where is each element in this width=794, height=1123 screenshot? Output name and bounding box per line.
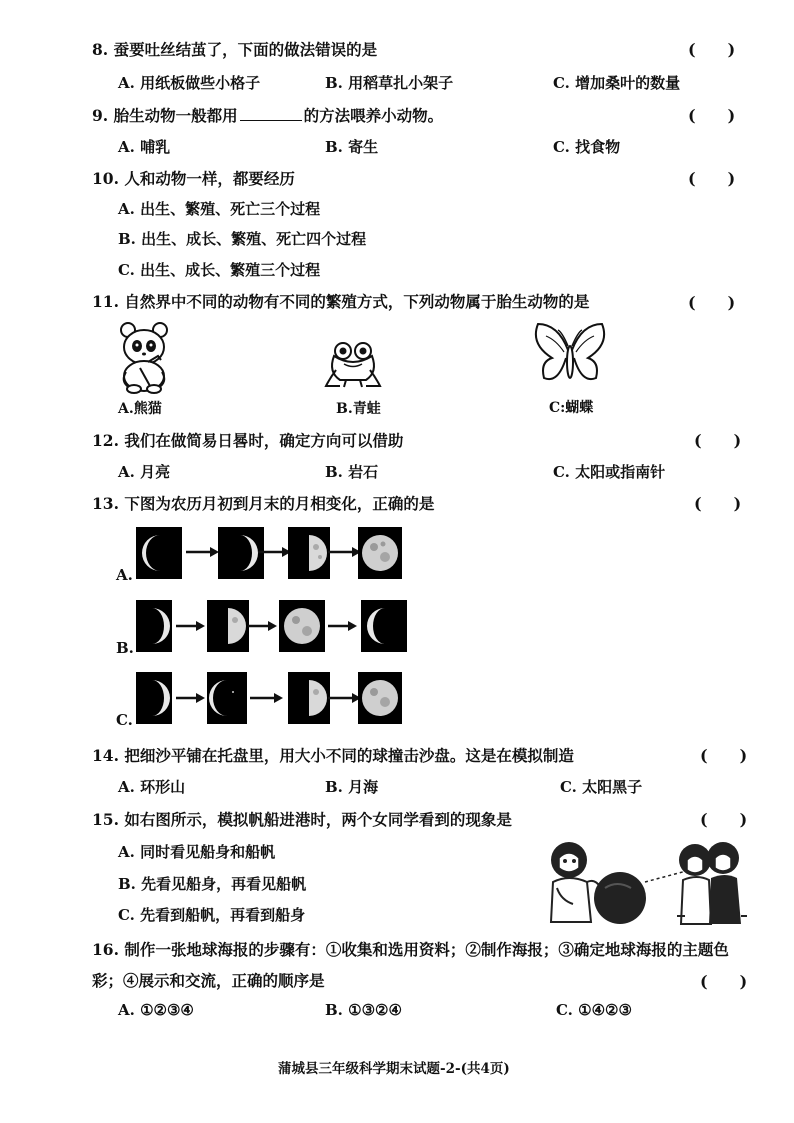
q13-stem: 13. 下图为农历月初到月末的月相变化，正确的是 (92, 494, 435, 513)
q9-blank[interactable] (240, 106, 302, 121)
moon-waxing-crescent (136, 600, 172, 652)
moon-first-quarter (207, 600, 249, 652)
q14-answer-paren[interactable]: ( ) (700, 746, 748, 765)
q14-option-c[interactable]: C. 太阳黑子 (560, 778, 643, 796)
moon-full (279, 600, 325, 652)
butterfly-image[interactable] (532, 322, 608, 394)
q16-option-b[interactable]: B. ①③②④ (325, 1001, 402, 1019)
q9-stem-before: 9. 胎生动物一般都用 (92, 106, 238, 125)
moon-full (358, 527, 402, 579)
q12-stem: 12. 我们在做简易日晷时，确定方向可以借助 (92, 431, 404, 450)
q8-stem: 8. 蚕要吐丝结茧了，下面的做法错误的是 (92, 40, 378, 59)
arrow-icon (248, 620, 278, 632)
q14-option-b[interactable]: B. 月海 (325, 778, 379, 796)
moon-waxing-crescent-thin (136, 527, 182, 579)
q13-answer-paren[interactable]: ( ) (694, 494, 742, 513)
q11-stem: 11. 自然界中不同的动物有不同的繁殖方式，下列动物属于胎生动物的是 (92, 292, 590, 311)
q14-stem: 14. 把细沙平铺在托盘里，用大小不同的球撞击沙盘。这是在模拟制造 (92, 746, 574, 765)
q16-stem-line2: 彩；④展示和交流，正确的顺序是 (92, 971, 325, 990)
q9-answer-paren[interactable]: ( ) (688, 106, 736, 125)
arrow-icon (258, 546, 292, 558)
arrow-icon (328, 692, 362, 704)
q8-option-b[interactable]: B. 用稻草扎小架子 (325, 74, 454, 92)
q8-option-c[interactable]: C. 增加桑叶的数量 (553, 74, 681, 92)
arrow-icon (176, 620, 206, 632)
q13-option-b[interactable]: B. (116, 639, 134, 657)
frog-image[interactable] (322, 340, 388, 390)
q9-option-c[interactable]: C. 找食物 (553, 138, 621, 156)
panda-image[interactable] (118, 320, 170, 394)
q8-option-a[interactable]: A. 用纸板做些小格子 (118, 74, 261, 92)
q16-option-a[interactable]: A. ①②③④ (118, 1001, 194, 1019)
moon-first-quarter (288, 527, 330, 579)
moon-first-quarter (288, 672, 330, 724)
q9-stem (92, 104, 443, 126)
moon-waning-crescent (207, 672, 247, 724)
q11-option-b[interactable]: B.青蛙 (336, 401, 381, 417)
q11-option-c[interactable]: C:蝴蝶 (549, 400, 594, 416)
q13-option-a[interactable]: A. (116, 566, 133, 584)
q15-stem: 15. 如右图所示，模拟帆船进港时，两个女同学看到的现象是 (92, 810, 512, 829)
q11-option-a[interactable]: A.熊猫 (118, 401, 162, 417)
ship-simulation-image (545, 836, 750, 928)
arrow-icon (176, 692, 206, 704)
q16-answer-paren[interactable]: ( ) (700, 972, 748, 991)
q10-option-a[interactable]: A. 出生、繁殖、死亡三个过程 (118, 200, 321, 218)
arrow-icon (186, 546, 220, 558)
q9-stem-after: 的方法喂养小动物。 (303, 106, 444, 125)
moon-waning-crescent (361, 600, 407, 652)
arrow-icon (328, 620, 358, 632)
q9-option-a[interactable]: A. 哺乳 (118, 138, 171, 156)
q10-option-c[interactable]: C. 出生、成长、繁殖三个过程 (118, 261, 321, 279)
page-footer: 蒲城县三年级科学期末试题-2-(共4页) (278, 1061, 510, 1077)
q12-option-a[interactable]: A. 月亮 (118, 463, 171, 481)
q12-option-b[interactable]: B. 岩石 (325, 463, 379, 481)
q16-option-c[interactable]: C. ①④②③ (556, 1001, 632, 1019)
moon-waxing-crescent (136, 672, 172, 724)
q9-option-b[interactable]: B. 寄生 (325, 138, 379, 156)
q12-option-c[interactable]: C. 太阳或指南针 (553, 463, 666, 481)
moon-full (358, 672, 402, 724)
q8-answer-paren[interactable]: ( ) (688, 40, 736, 59)
q10-option-b[interactable]: B. 出生、成长、繁殖、死亡四个过程 (118, 230, 367, 248)
q15-option-c[interactable]: C. 先看到船帆，再看到船身 (118, 906, 306, 924)
arrow-icon (328, 546, 362, 558)
q12-answer-paren[interactable]: ( ) (694, 431, 742, 450)
q15-option-a[interactable]: A. 同时看见船身和船帆 (118, 843, 276, 861)
q10-answer-paren[interactable]: ( ) (688, 169, 736, 188)
q16-stem-line1: 16. 制作一张地球海报的步骤有：①收集和选用资料；②制作海报；③确定地球海报的主题色 (92, 940, 729, 959)
q13-option-c[interactable]: C. (116, 711, 133, 729)
arrow-icon (250, 692, 284, 704)
q10-stem: 10. 人和动物一样，都要经历 (92, 169, 295, 188)
q15-option-b[interactable]: B. 先看见船身，再看见船帆 (118, 875, 307, 893)
q11-answer-paren[interactable]: ( ) (688, 293, 736, 312)
q15-answer-paren[interactable]: ( ) (700, 810, 748, 829)
q14-option-a[interactable]: A. 环形山 (118, 778, 186, 796)
